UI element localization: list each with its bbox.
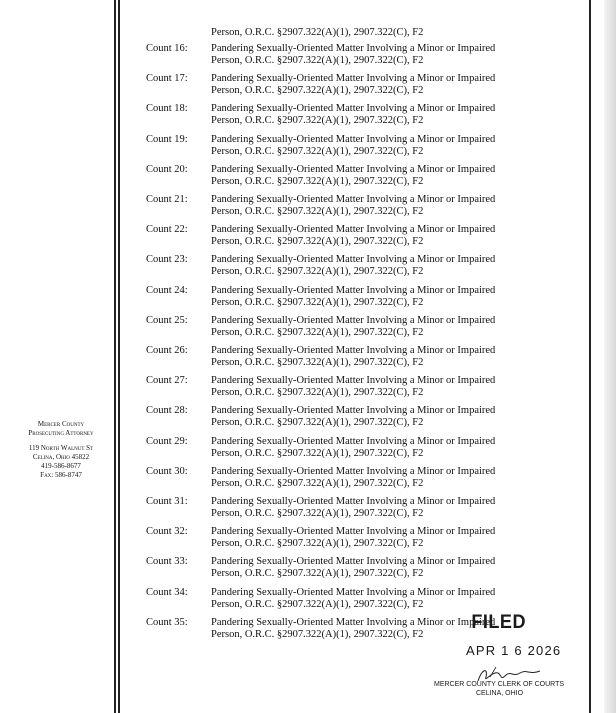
count-number: Count 23:: [146, 254, 188, 266]
count-description: [211, 315, 571, 339]
count-number: Count 34:: [146, 586, 188, 598]
page-edge-shadow: [604, 0, 616, 713]
prosecutor-address-block: [18, 420, 104, 480]
count-number: Count 24:: [146, 284, 188, 296]
office-fax: Fax: 586-8747: [40, 471, 82, 479]
count-offense: Pandering Sexually-Oriented Matter Involving a Minor or Impaired: [211, 314, 496, 326]
count-offense: Pandering Sexually-Oriented Matter Involving a Minor or Impaired: [211, 375, 496, 387]
office-name-line2: Prosecuting Attorney: [28, 429, 94, 437]
count-offense: Pandering Sexually-Oriented Matter Involving a Minor or Impaired: [211, 405, 496, 417]
count-offense: Pandering Sexually-Oriented Matter Involving a Minor or Impaired: [211, 465, 496, 477]
count-offense: Pandering Sexually-Oriented Matter Involving a Minor or Impaired: [211, 586, 496, 598]
count-description: [211, 194, 571, 218]
count-statute: Person, O.R.C. §2907.322(A)(1), 2907.322(C), F2: [211, 206, 424, 217]
count-statute: Person, O.R.C. §2907.322(A)(1), 2907.322(C), F2: [211, 296, 424, 308]
count-statute: Person, O.R.C. §2907.322(A)(1), 2907.322(C), F2: [211, 175, 424, 187]
count-description: [211, 526, 571, 550]
count-description: [211, 556, 571, 580]
margin-rule-right: [589, 0, 591, 713]
count-description: [211, 164, 571, 188]
count-description: [211, 587, 571, 611]
count-statute: Person, O.R.C. §2907.322(A)(1), 2907.322(C), F2: [211, 326, 424, 338]
clerk-city-label: CELINA, OHIO: [476, 690, 524, 697]
count-description: [211, 285, 571, 309]
count-number: Count 28:: [146, 405, 188, 417]
count-description: [211, 224, 571, 248]
count-description: [211, 254, 571, 278]
filed-stamp: FILED: [471, 612, 526, 633]
count-number: Count 31:: [146, 496, 188, 507]
count-description: [211, 134, 571, 158]
count-description: [211, 375, 571, 399]
count-description: [211, 436, 571, 460]
continuation-line: Person, O.R.C. §2907.322(A)(1), 2907.322(C), F2: [211, 27, 424, 38]
count-offense: Pandering Sexually-Oriented Matter Involving a Minor or Impaired: [211, 496, 496, 507]
count-statute: Person, O.R.C. §2907.322(A)(1), 2907.322(C), F2: [211, 417, 424, 429]
count-statute: Person, O.R.C. §2907.322(A)(1), 2907.322(C), F2: [211, 538, 424, 550]
count-number: Count 19:: [146, 133, 188, 145]
count-number: Count 21:: [146, 194, 188, 205]
clerk-of-courts-label: MERCER COUNTY CLERK OF COURTS: [434, 681, 565, 688]
filed-date-stamp: APR 1 6 2026: [466, 643, 562, 658]
count-number: Count 17:: [146, 73, 188, 85]
count-statute: Person, O.R.C. §2907.322(A)(1), 2907.322(C), F2: [211, 266, 424, 278]
count-statute: Person, O.R.C. §2907.322(A)(1), 2907.322(C), F2: [211, 568, 424, 580]
count-number: Count 33:: [146, 556, 188, 568]
count-description: [211, 73, 571, 97]
count-statute: Person, O.R.C. §2907.322(A)(1), 2907.322(C), F2: [211, 236, 424, 248]
count-statute: Person, O.R.C. §2907.322(A)(1), 2907.322(C), F2: [211, 598, 424, 610]
count-description: [211, 496, 571, 520]
count-number: Count 22:: [146, 224, 188, 236]
count-statute: Person, O.R.C. §2907.322(A)(1), 2907.322(C), F2: [211, 115, 424, 127]
count-offense: Pandering Sexually-Oriented Matter Involving a Minor or Impaired: [211, 284, 496, 296]
count-offense: Pandering Sexually-Oriented Matter Involving a Minor or Impaired: [211, 133, 496, 145]
count-offense: Pandering Sexually-Oriented Matter Involving a Minor or Impaired: [211, 73, 496, 85]
count-statute: Person, O.R.C. §2907.322(A)(1), 2907.322(C), F2: [211, 628, 424, 640]
count-offense: Pandering Sexually-Oriented Matter Involving a Minor or Impaired: [211, 435, 496, 447]
office-phone: 419-586-8677: [41, 462, 81, 470]
office-name-line1: Mercer County: [37, 420, 85, 428]
count-offense: Pandering Sexually-Oriented Matter Involving a Minor or Impaired: [211, 556, 496, 568]
count-number: Count 30:: [146, 465, 188, 477]
count-offense: Pandering Sexually-Oriented Matter Involving a Minor or Impaired: [211, 345, 496, 356]
count-number: Count 25:: [146, 314, 188, 326]
count-offense: Pandering Sexually-Oriented Matter Involving a Minor or Impaired: [211, 254, 496, 266]
page-top: [0, 0, 616, 8]
count-number: Count 29:: [146, 435, 188, 447]
count-offense: Pandering Sexually-Oriented Matter Involving a Minor or Impaired: [211, 103, 496, 115]
count-number: Count 20:: [146, 163, 188, 175]
count-statute: Person, O.R.C. §2907.322(A)(1), 2907.322(C), F2: [211, 85, 424, 97]
count-description: [211, 103, 571, 127]
count-number: Count 35:: [146, 616, 188, 628]
count-statute: Person, O.R.C. §2907.322(A)(1), 2907.322(C), F2: [211, 477, 424, 489]
count-number: Count 26:: [146, 345, 188, 356]
count-statute: Person, O.R.C. §2907.322(A)(1), 2907.322(C), F2: [211, 357, 424, 368]
count-description: [211, 43, 571, 67]
count-statute: Person, O.R.C. §2907.322(A)(1), 2907.322(C), F2: [211, 508, 424, 519]
count-number: Count 32:: [146, 526, 188, 538]
count-offense: Pandering Sexually-Oriented Matter Involving a Minor or Impaired: [211, 194, 496, 205]
count-number: Count 16:: [146, 43, 188, 54]
margin-rule-left-inner: [118, 0, 120, 713]
count-statute: Person, O.R.C. §2907.322(A)(1), 2907.322(C), F2: [211, 145, 424, 157]
count-offense: Pandering Sexually-Oriented Matter Involving a Minor or Impaired: [211, 526, 496, 538]
count-offense: Pandering Sexually-Oriented Matter Involving a Minor or Impaired: [211, 163, 496, 175]
office-street: 119 North Walnut St: [28, 444, 94, 452]
count-description: [211, 466, 571, 490]
count-offense: Pandering Sexually-Oriented Matter Involving a Minor or Impaired: [211, 224, 496, 236]
count-number: Count 18:: [146, 103, 188, 115]
count-description: [211, 345, 571, 369]
margin-rule-left-outer: [114, 0, 116, 713]
count-description: [211, 405, 571, 429]
count-statute: Person, O.R.C. §2907.322(A)(1), 2907.322(C), F2: [211, 447, 424, 459]
count-offense: Pandering Sexually-Oriented Matter Involving a Minor or Impaired: [211, 616, 496, 628]
count-statute: Person, O.R.C. §2907.322(A)(1), 2907.322(C), F2: [211, 55, 424, 66]
count-number: Count 27:: [146, 375, 188, 387]
count-offense: Pandering Sexually-Oriented Matter Involving a Minor or Impaired: [211, 43, 496, 54]
count-statute: Person, O.R.C. §2907.322(A)(1), 2907.322(C), F2: [211, 387, 424, 399]
office-city: Celina, Ohio 45822: [32, 453, 90, 461]
